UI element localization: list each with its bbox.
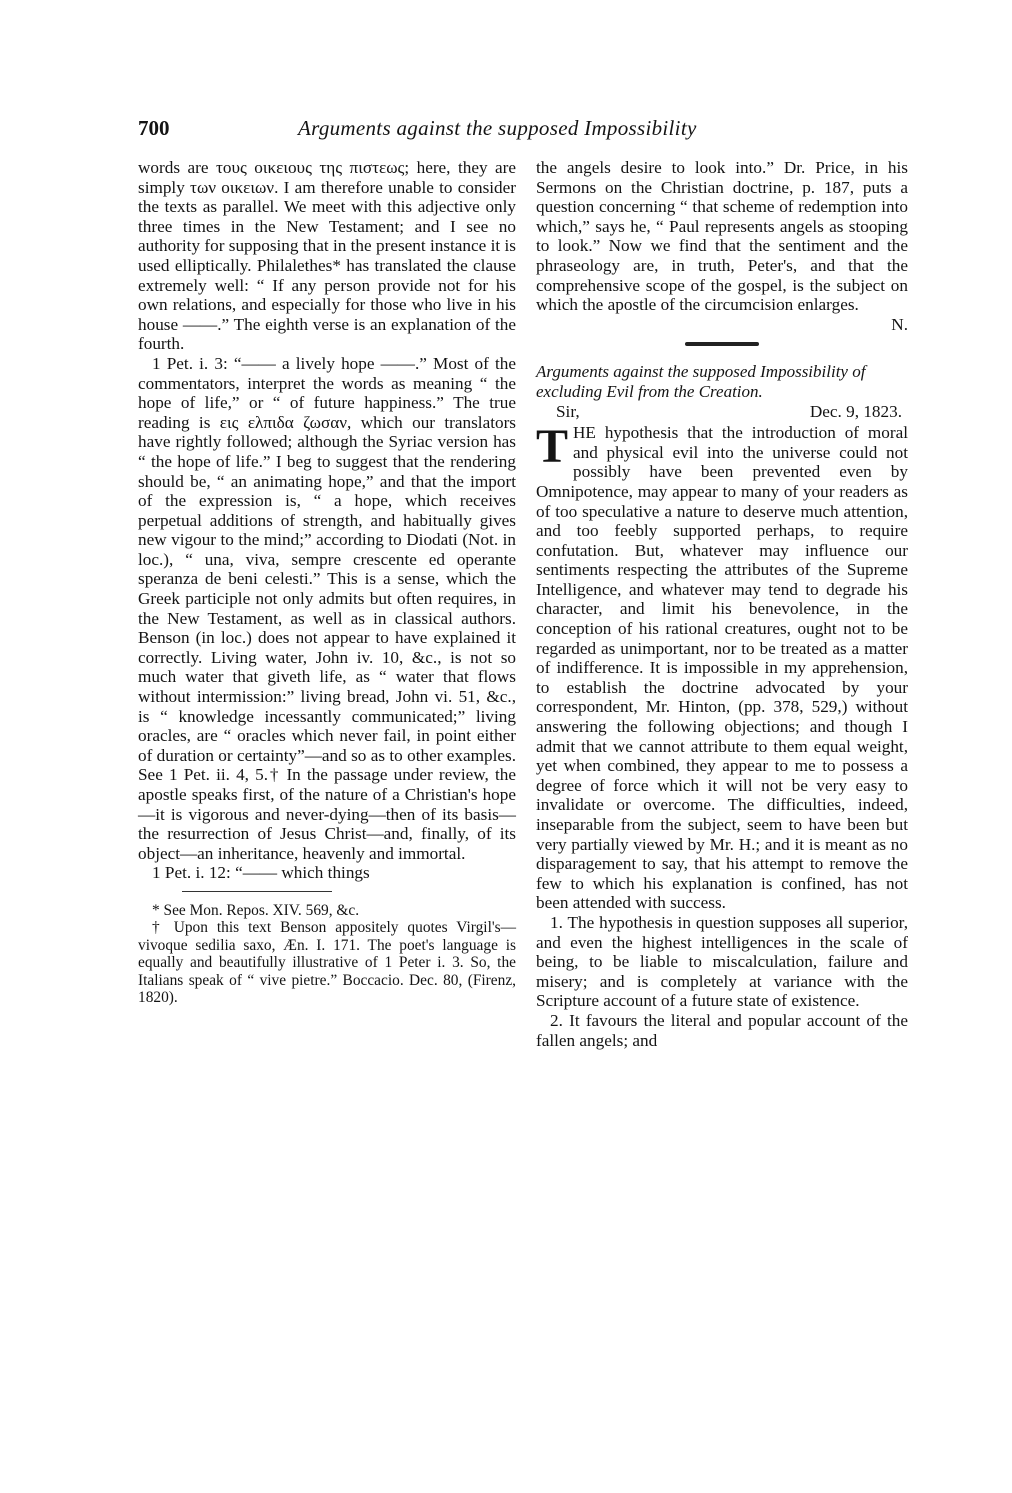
page-number: 700 — [138, 116, 170, 140]
paragraph: the angels desire to look into.” Dr. Price, in his Sermons on the Christian doctrine, p. 187, puts a question concerning “ that scheme of redemption into which,” says he, “ Paul represents angels as stooping to look.” Now we find that the sentiment and the phraseology are, in truth, Peter's, and that the comprehensive scope of the gospel, is the subject on which the apostle of the circumcision enlarges. — [536, 158, 908, 315]
left-column — [138, 158, 516, 1006]
paragraph: words are τους οικειους της πιστεως; here, they are simply των οικειων. I am therefore unable to consider the texts as parallel. We meet with this adjective only three times in the New Testament; and I see no authority for supposing that in the present instance it is used elliptically. Philalethes* has translated the clause extremely well: “ If any person provide not for his own relations, and especially for those who live in his house ——.” The eighth verse is an explanation of the fourth. — [138, 158, 516, 354]
paragraph — [536, 420, 908, 913]
salutation: Sir, — [556, 401, 580, 421]
drop-cap: T — [536, 420, 569, 474]
footnote-rule — [182, 891, 332, 892]
running-head: Arguments against the supposed Impossibility — [298, 116, 697, 140]
salutation-line — [536, 402, 908, 422]
paragraph: 1 Pet. i. 3: “—— a lively hope ——.” Most of the commentators, interpret the words as meaning “ the hope of life,” or “ of future happiness.” The true reading is εις ελπιδα ζωσαν, which our translators have rightly followed; although the Syriac version has “ the hope of life.” I beg to suggest that the rendering should be, “ an animating hope,” and that the import of the expression is, “ a hope, which receives perpetual additions of strength, and habitually gives new vigour to the mind;” according to Diodati (Not. in loc.), “ una, viva, sempre crescente ed operante speranza de beni celesti.” This is a sense, which the Greek participle not only admits but often requires, in the New Testament, as well as in classical authors. Benson (in loc.) does not appear to have explained it correctly. Living water, John iv. 10, &c., is not so much water that giveth life, as “ water that flows without intermission:” living bread, John vi. 51, &c., is “ knowledge incessantly communicated;” living oracles, are “ oracles which never fail, in point either of duration or certainty”—and so as to other examples. See 1 Pet. ii. 4, 5.† In the passage under review, the apostle speaks first, of the nature of a Christian's hope—it is vigorous and never-dying—then of its basis—the resurrection of Jesus Christ—and, finally, of its object—an inheritance, heavenly and immortal. — [138, 353, 516, 863]
page-header — [138, 116, 938, 148]
signature: N. — [891, 314, 908, 334]
section-divider — [685, 342, 759, 346]
right-column — [536, 158, 908, 1050]
numbered-point: 1. The hypothesis in question supposes all superior, and even the highest intelligences in the scale of being, to be liable to miscalculation, failure and misery; and is completely at variance with the Scripture account of a future state of existence. — [536, 912, 908, 1011]
paragraph-text: HE hypothesis that the introduction of moral and physical evil into the universe could not possibly have been prevented even by Omnipotence, may appear to many of your readers as of too speculative a nature to deserve much attention, and too feebly supported perhaps, to require confutation. But, whatever may influence our sentiments respecting the attributes of the Supreme Intelligence, and whatever may tend to degrade his character, and limit his benevolence, in the conception of his rational creatures, ought not to be regarded as unimportant, nor to be treated as a matter of indifference. It is impossible in my apprehension, to establish the doctrine advocated by your correspondent, Mr. Hinton, (pp. 378, 529,) without answering the following objections; and though I admit that we cannot attribute to them equal weight, yet when combined, they appear to me to possess a degree of force which it will not be very easy to invalidate or overcome. The difficulties, indeed, inseparable from the subject, seem to have been but very partially viewed by Mr. H.; and it is meant as no disparagement to say, that his attempt to remove the few to which his explanation is confined, has not been attended with success. — [536, 423, 908, 913]
article-title: Arguments against the supposed Impossibility of excluding Evil from the Creation. — [536, 362, 866, 401]
footnote: † Upon this text Benson appositely quotes Virgil's—vivoque sedilia saxo, Æn. I. 171. The poet's language is equally and beautifully illustrative of 1 Peter i. 3. So, the Italians speak of “ vive pietre.” Boccacio. Dec. 80, (Firenz, 1820). — [138, 919, 516, 1006]
letter-date: Dec. 9, 1823. — [809, 401, 902, 421]
paragraph: 1 Pet. i. 12: “—— which things — [152, 863, 370, 883]
footnote: * See Mon. Repos. XIV. 569, &c. — [152, 901, 360, 919]
numbered-point: 2. It favours the literal and popular account of the fallen angels; and — [536, 1010, 908, 1050]
